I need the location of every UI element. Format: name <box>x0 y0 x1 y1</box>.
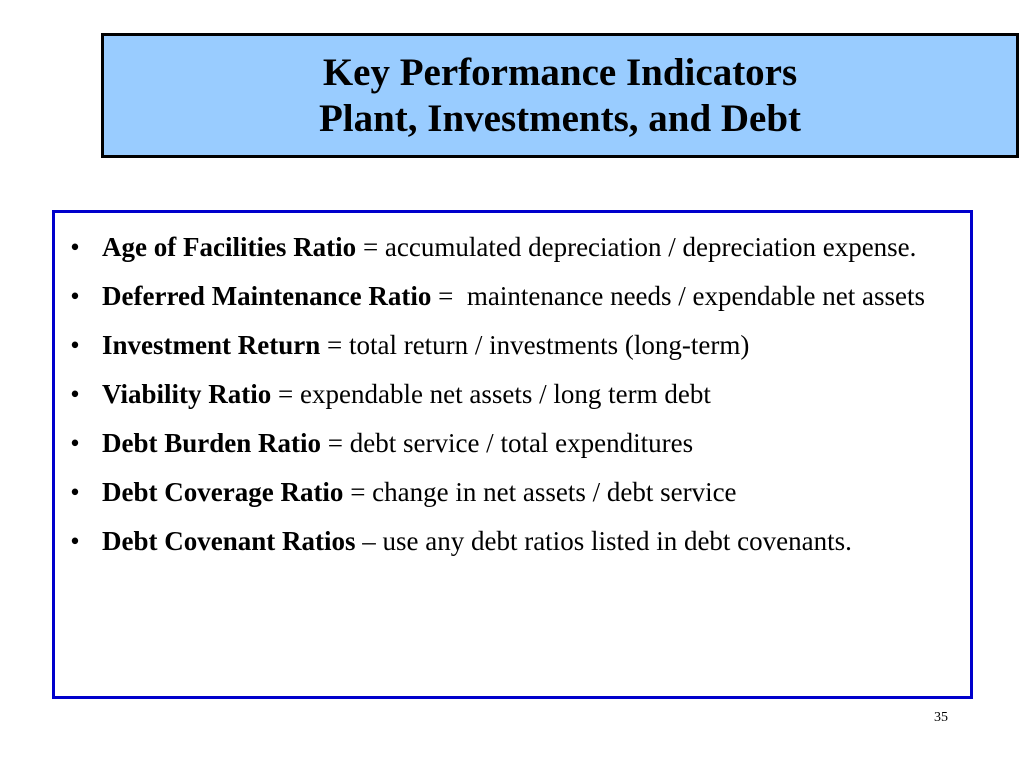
bullet-item-debt-coverage <box>65 472 945 512</box>
bullet-separator: = <box>343 477 373 507</box>
bullet-item-debt-burden <box>65 423 945 463</box>
content-box <box>52 210 973 699</box>
title-line-1: Key Performance Indicators <box>322 50 798 94</box>
bullet-definition: total return / investments (long-term) <box>348 330 750 360</box>
bullet-definition: use any debt ratios listed in debt covenants. <box>382 526 852 556</box>
bullet-term: Deferred Maintenance Ratio <box>102 281 432 311</box>
bullet-term: Debt Burden Ratio <box>102 428 322 458</box>
bullet-separator: = <box>431 281 467 311</box>
bullet-icon: • <box>70 330 80 360</box>
title-line-2: Plant, Investments, and Debt <box>318 96 802 140</box>
bullet-item-debt-covenant <box>65 521 945 561</box>
bullet-item-deferred-maintenance <box>65 276 945 316</box>
bullet-separator: = <box>271 379 300 409</box>
bullet-item-viability <box>65 374 945 414</box>
bullet-icon: • <box>70 379 80 409</box>
bullet-item-age-of-facilities <box>65 227 945 267</box>
bullet-definition: expendable net assets / long term debt <box>300 379 711 409</box>
bullet-separator: = <box>356 232 385 262</box>
bullet-list <box>65 227 945 570</box>
bullet-icon: • <box>70 281 80 311</box>
bullet-definition: change in net assets / debt service <box>372 477 737 507</box>
page-number: 35 <box>934 710 948 725</box>
bullet-item-investment-return <box>65 325 945 365</box>
bullet-icon: • <box>70 477 80 507</box>
bullet-term: Investment Return <box>102 330 321 360</box>
bullet-separator: = <box>320 330 349 360</box>
bullet-icon: • <box>70 232 80 262</box>
bullet-definition: debt service / total expenditures <box>349 428 694 458</box>
bullet-term: Age of Facilities Ratio <box>102 232 357 262</box>
bullet-icon: • <box>70 428 80 458</box>
bullet-term: Viability Ratio <box>102 379 272 409</box>
bullet-separator: = <box>321 428 350 458</box>
bullet-icon: • <box>70 526 80 556</box>
bullet-definition: maintenance needs / expendable net assets <box>466 281 925 311</box>
bullet-definition: accumulated depreciation / depreciation expense. <box>384 232 917 262</box>
bullet-term: Debt Covenant Ratios <box>102 526 356 556</box>
bullet-separator: – <box>355 526 383 556</box>
title-box <box>101 33 1019 158</box>
bullet-term: Debt Coverage Ratio <box>102 477 344 507</box>
